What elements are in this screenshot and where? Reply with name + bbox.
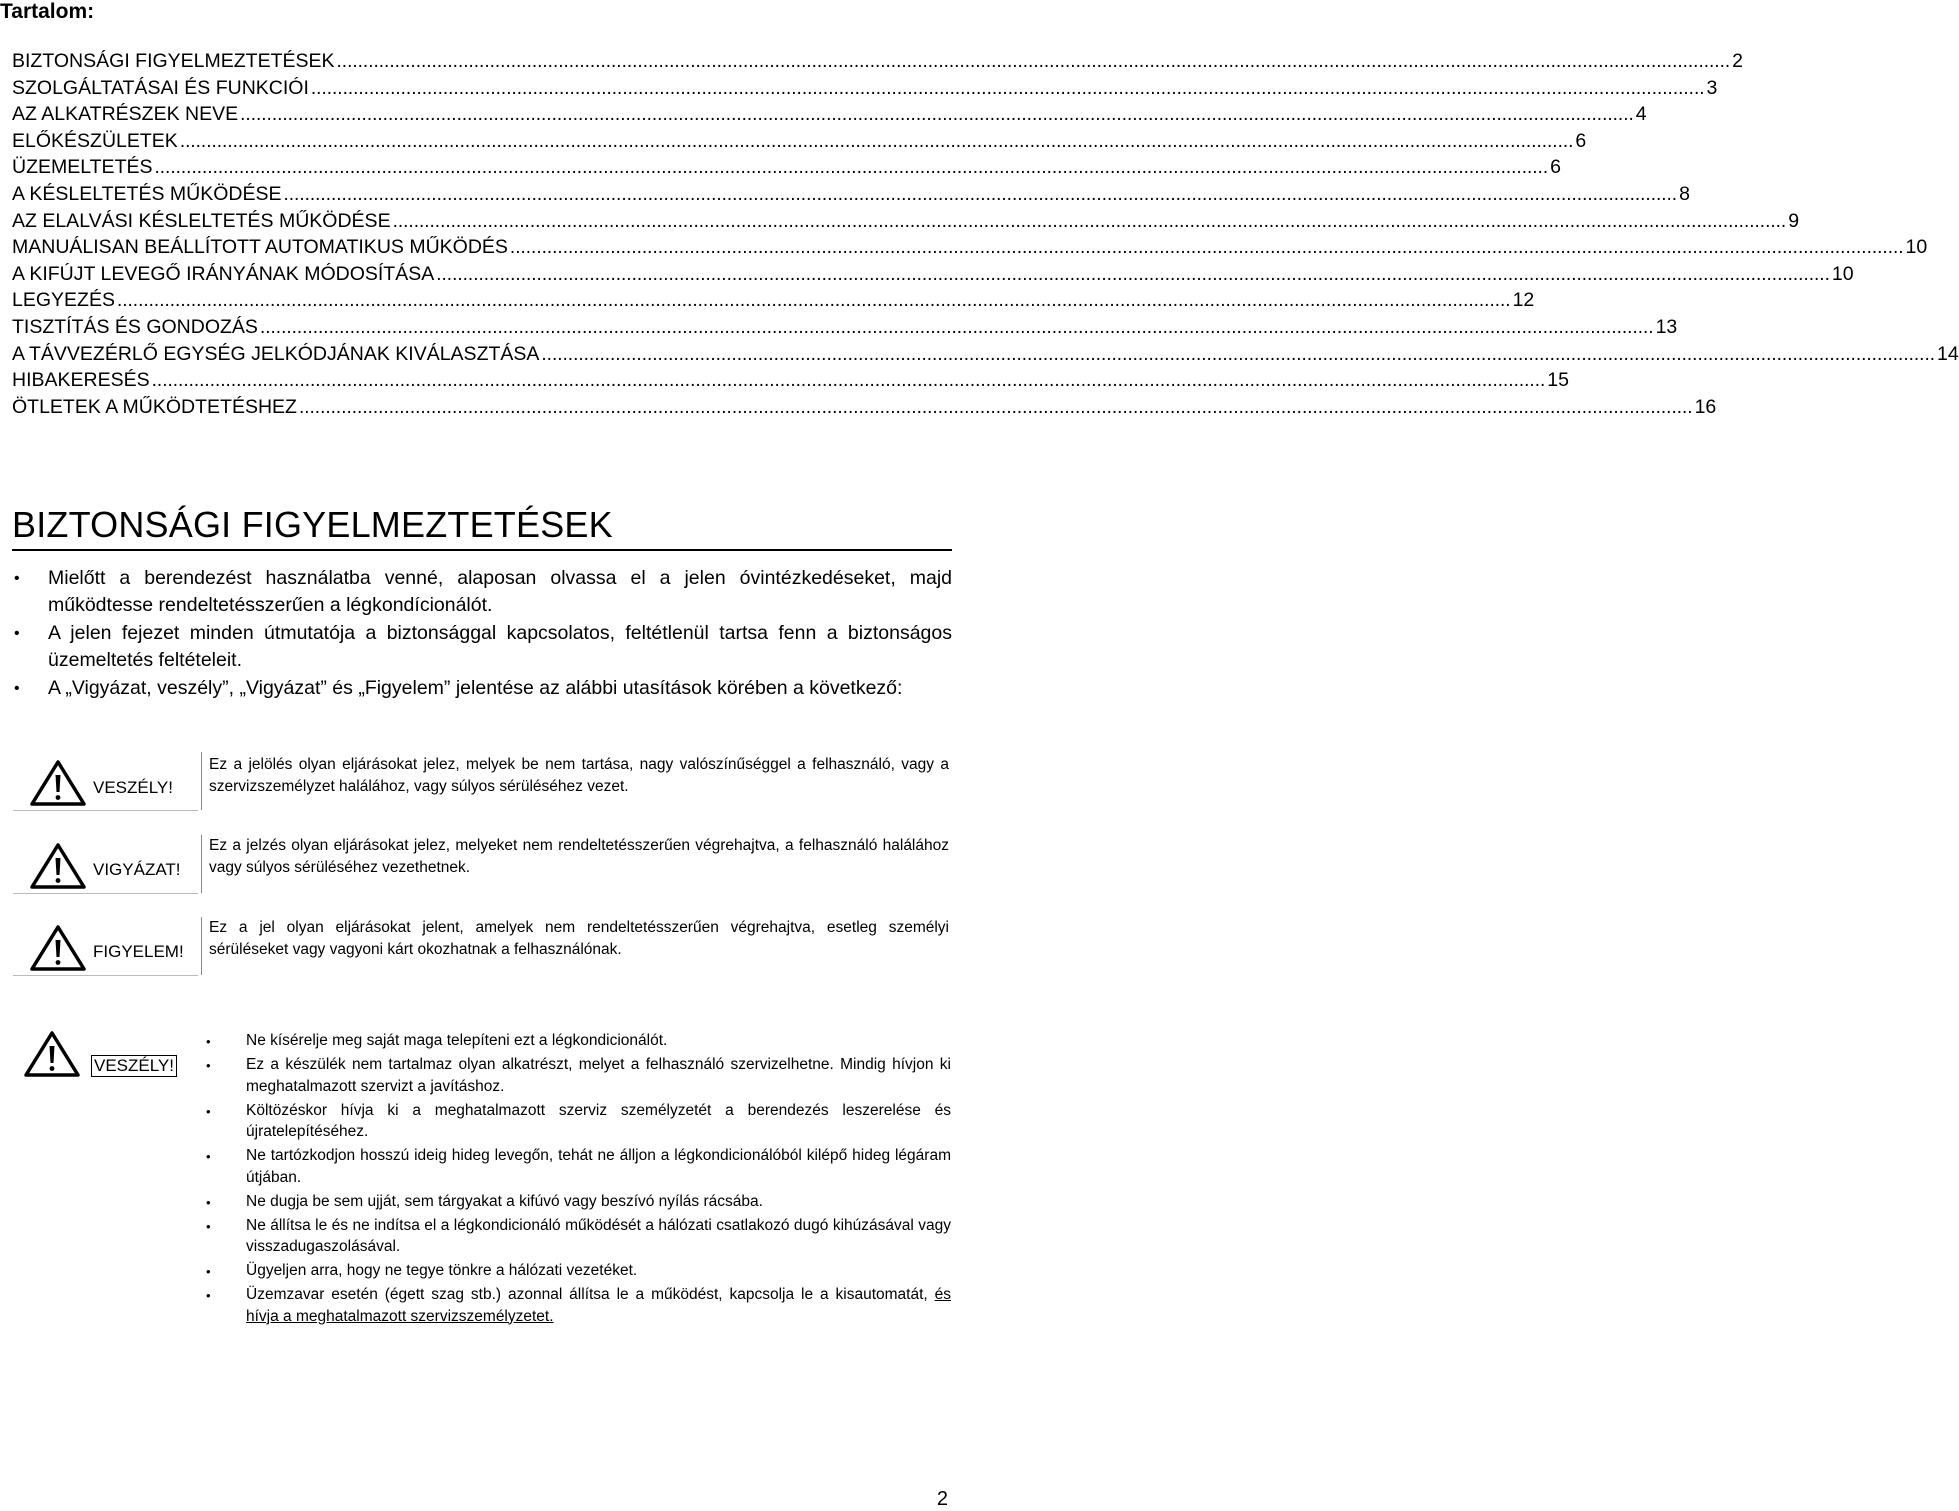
toc-entry-title: A KÉSLELTETÉS MŰKÖDÉSE [12,182,282,205]
bullet-icon: • [14,680,20,697]
toc-entry-page: 15 [1547,369,1569,392]
legend-word: VESZÉLY! [93,778,173,797]
list-item: • Ügyeljen arra, hogy ne tegye tönkre a hálózati vezetéket. [203,1260,951,1282]
toc-entry-title: BIZTONSÁGI FIGYELMEZTETÉSEK [12,50,335,72]
toc-entry-page: 2 [1732,50,1743,72]
list-item: • Mielőtt a berendezést használatba venné, alaposan olvassa el a jelen óvintézkedéseket, majd működtesse rendeltetésszerűen a légkondícionálót. [14,567,952,616]
toc-entry-title: TISZTÍTÁS ÉS GONDOZÁS [12,315,258,338]
bullet-icon: • [14,570,20,587]
toc-entry-page: 4 [1635,103,1647,126]
bullet-icon: • [206,1218,211,1234]
bullet-icon: • [206,1058,211,1073]
toc-dot-leader: ........................................................................................................................................................................................................................................................................ [298,396,1693,418]
toc-entry-title: AZ ELALVÁSI KÉSLELTETÉS MŰKÖDÉSE [12,209,391,232]
toc-dot-leader: ........................................................................................................................................................................................................................................................................ [509,237,1904,259]
toc-entry-page: 12 [1512,289,1535,312]
toc-entry-title: ÖTLETEK A MŰKÖDTETÉSHEZ [12,395,297,418]
list-item: • Költözéskor hívja ki a meghatalmazott szerviz személyzetét a berendezés leszerelése és újratelepítéséhez. [206,1101,951,1140]
list-item: • Üzemzavar esetén (égett szag stb.) azonnal állítsa le a működést, kapcsolja le a kisautomatát, és hívja a meghatalmazott szervizszemélyzetet. [206,1286,951,1325]
toc-entry-page: 6 [1575,129,1587,152]
toc-entry[interactable] [12,48,1743,75]
bullet-icon: • [14,625,20,642]
toc-entry-page: 3 [1706,76,1718,99]
toc-entry[interactable] [12,128,1587,155]
toc-dot-leader: ........................................................................................................................................................................................................................................................................ [436,263,1830,285]
toc-entry[interactable] [12,75,1718,102]
toc-entry-title: SZOLGÁLTATÁSAI ÉS FUNKCIÓI [12,76,309,99]
table-of-contents [12,48,1959,420]
toc-entry-title: A KIFÚJT LEVEGŐ IRÁNYÁNAK MÓDOSÍTÁSA [12,262,435,285]
toc-entry-page: 6 [1550,156,1561,179]
legend-description: Ez a jel olyan eljárásokat jelent, amelyek nem rendeltetésszerűen végrehajtva, esetleg személyi sérüléseket vagy vagyoni kárt okozhatnak a felhasználónak. [209,919,949,958]
legend-word: FIGYELEM! [93,942,184,961]
toc-entry[interactable] [12,208,1800,235]
page-number: 2 [936,1488,948,1510]
toc-entry-page: 16 [1694,395,1717,418]
toc-entry[interactable] [12,394,1717,421]
section-divider [12,549,952,551]
toc-entry-title: ÜZEMELTETÉS [12,156,153,179]
list-item: • Ez a készülék nem tartalmaz olyan alkatrészt, melyet a felhasználó szervizelhetne. Mindig hívjon ki meghatalmazott szervizt a javításhoz. [206,1056,951,1095]
list-item: • Ne kísérelje meg saját maga telepíteni ezt a légkondicionálót. [203,1030,951,1052]
warning-triangle-icon [29,759,87,807]
toc-entry[interactable] [12,261,1854,288]
toc-entry[interactable] [12,341,1959,368]
toc-dot-leader: ........................................................................................................................................................................................................................................................................ [310,77,1705,99]
toc-dot-leader: ........................................................................................................................................................................................................................................................................ [259,316,1654,338]
toc-entry-title: AZ ALKATRÉSZEK NEVE [12,103,239,126]
toc-entry[interactable] [12,154,1561,181]
toc-dot-leader: ........................................................................................................................................................................................................................................................................ [179,130,1574,152]
toc-entry-page: 8 [1679,182,1690,205]
toc-entry[interactable] [12,234,1928,261]
list-item: • Ne dugja be sem ujját, sem tárgyakat a kifúvó vagy beszívó nyílás rácsába. [203,1191,951,1213]
toc-entry-page: 13 [1655,315,1678,338]
toc-entry[interactable] [12,367,1569,394]
warning-triangle-icon [23,1030,81,1078]
toc-entry-title: HIBAKERESÉS [12,369,150,392]
legend-description: Ez a jelölés olyan eljárásokat jelez, melyek be nem tartása, nagy valószínűséggel a felhasználó, vagy a szervizszemélyzet halálához, vagy súlyos sérüléséhez vezet. [209,756,949,795]
bullet-icon: • [206,1264,211,1279]
toc-entry-title: LEGYEZÉS [12,289,115,312]
list-item: • A jelen fejezet minden útmutatója a biztonsággal kapcsolatos, feltétlenül tartsa fenn a biztonságos üzemeltetés feltételeit. [14,622,952,671]
bullet-icon: • [206,1103,211,1119]
toc-entry-page: 10 [1905,236,1928,259]
toc-entry-title: A TÁVVEZÉRLŐ EGYSÉG JELKÓDJÁNAK KIVÁLASZTÁSA [12,342,540,365]
intro-list [12,565,952,703]
toc-entry-page: 10 [1831,262,1854,285]
toc-dot-leader: ........................................................................................................................................................................................................................................................................ [283,183,1678,205]
list-item: • Ne tartózkodjon hosszú ideig hideg levegőn, tehát ne álljon a légkondicionálóból kilépő hideg légáram útjában. [206,1147,951,1186]
toc-entry-title: ELŐKÉSZÜLETEK [12,129,178,152]
legend-word: VIGYÁZAT! [93,860,181,879]
bullet-icon: • [206,1288,211,1303]
warning-triangle-icon [29,924,87,972]
toc-entry[interactable] [12,287,1535,314]
bullet-icon: • [206,1034,211,1049]
toc-dot-leader: ........................................................................................................................................................................................................................................................................ [154,157,1549,179]
toc-dot-leader: ........................................................................................................................................................................................................................................................................ [392,210,1787,232]
toc-entry[interactable] [12,101,1647,128]
toc-entry[interactable] [12,181,1690,208]
section-title: BIZTONSÁGI FIGYELMEZTETÉSEK [12,504,613,545]
bullet-icon: • [206,1194,211,1210]
warning-triangle-icon [29,842,87,890]
toc-heading: Tartalom: [0,0,95,23]
list-item: • Ne állítsa le és ne indítsa el a légkondicionáló működését a hálózati csatlakozó dugó kihúzásával vagy visszadugaszolásával. [206,1216,951,1255]
bullet-icon: • [206,1149,211,1164]
toc-entry-page: 14 [1937,342,1959,365]
toc-entry-title: MANUÁLISAN BEÁLLÍTOTT AUTOMATIKUS MŰKÖDÉS [12,236,508,259]
toc-dot-leader: ........................................................................................................................................................................................................................................................................ [541,343,1936,365]
danger-list [203,1030,951,1330]
legend-description: Ez a jelzés olyan eljárásokat jelez, melyeket nem rendeltetésszerűen végrehajtva, a felhasználó halálához vagy súlyos sérüléséhez vezethetnek. [209,837,949,876]
toc-entry-page: 9 [1788,209,1800,232]
toc-dot-leader: ........................................................................................................................................................................................................................................................................ [116,290,1511,312]
list-item: • A „Vigyázat, veszély”, „Vigyázat” és „Figyelem” jelentése az alábbi utasítások körében a következő: [12,675,952,702]
danger-word: VESZÉLY! [91,1055,177,1077]
toc-dot-leader: ........................................................................................................................................................................................................................................................................ [336,51,1731,72]
toc-dot-leader: ........................................................................................................................................................................................................................................................................ [151,370,1546,392]
toc-dot-leader: ........................................................................................................................................................................................................................................................................ [240,104,1634,126]
toc-entry[interactable] [12,314,1678,341]
